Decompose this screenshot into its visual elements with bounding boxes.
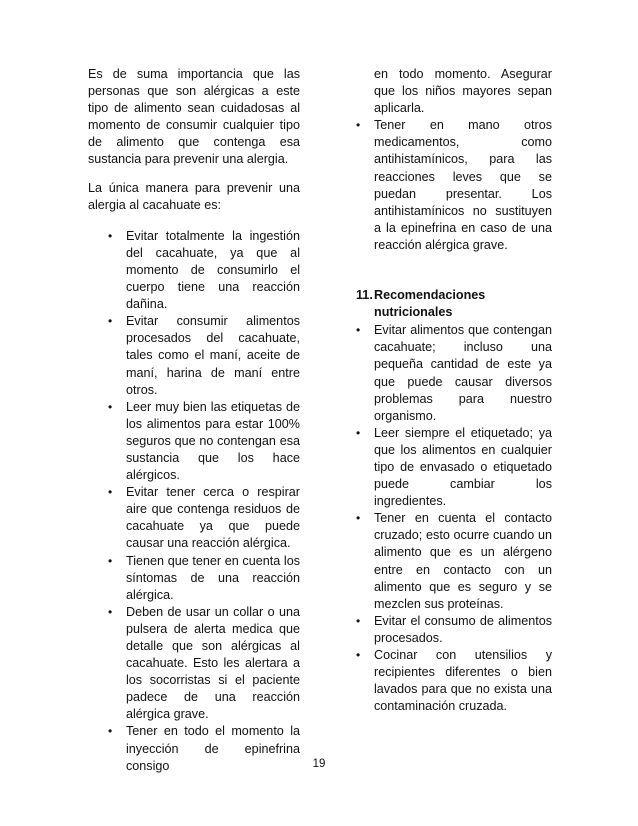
medication-list: [356, 117, 552, 254]
prevention-lead-paragraph: La única manera para prevenir una alergia al cacahuate es:: [88, 180, 300, 212]
bullet-icon: •: [108, 228, 113, 243]
list-item: • Evitar consumir alimentos procesados del cacahuate, tales como el maní, aceite de maní, harina de maní entre otros.: [108, 314, 300, 397]
bullet-icon: •: [356, 511, 361, 526]
list-item: • Evitar el consumo de alimentos procesados.: [356, 613, 552, 645]
bullet-icon: •: [108, 724, 113, 739]
list-item: • Tener en mano otros medicamentos, como antihistamínicos, para las reacciones leves que se puedan presentar. Los antihistamínicos no sustituyen a la epinefrina en caso de una reacción alérgica grave.: [356, 118, 552, 252]
list-item: • Tener en cuenta el contacto cruzado; esto ocurre cuando un alimento que es un alérgeno entre en contacto con un alimento que es seguro y se mezclen sus proteínas.: [356, 511, 552, 611]
list-item: • Evitar alimentos que contengan cacahuate; incluso una pequeña cantidad de este ya que puede causar diversos problemas para nuestro organismo.: [356, 323, 552, 423]
bullet-icon: •: [108, 399, 113, 414]
bullet-icon: •: [356, 323, 361, 338]
list-item: • Tener en todo el momento la inyección de epinefrina consigo: [108, 724, 300, 773]
bullet-icon: •: [108, 553, 113, 568]
bullet-icon: •: [108, 314, 113, 329]
section-title: Recomendaciones nutricionales: [374, 288, 486, 320]
section-heading: [356, 287, 552, 321]
bullet-icon: •: [108, 604, 113, 619]
left-column: [88, 66, 300, 775]
list-item: • Evitar tener cerca o respirar aire que contenga residuos de cacahuate ya que puede causar una reacción alérgica.: [108, 485, 300, 551]
bullet-icon: •: [356, 425, 361, 440]
bullet-icon: •: [356, 613, 361, 628]
prevention-list: [108, 228, 300, 775]
list-item: • Tienen que tener en cuenta los síntomas de una reacción alérgica.: [108, 553, 300, 602]
nutrition-recommendations-list: [356, 322, 552, 715]
list-item: • Leer siempre el etiquetado; ya que los alimentos en cualquier tipo de envasado o etiquetado puede cambiar los ingredientes.: [356, 425, 552, 509]
list-item: • Evitar totalmente la ingestión del cacahuate, ya que al momento de consumirlo el cuerpo tiene una reacción dañina.: [108, 228, 300, 312]
bullet-icon: •: [356, 118, 361, 133]
list-item: • Cocinar con utensilios y recipientes diferentes o bien lavados para que no exista una contaminación cruzada.: [356, 648, 552, 714]
list-item: • Leer muy bien las etiquetas de los alimentos para estar 100% seguros que no contengan esa sustancia que los hace alérgicos.: [108, 399, 300, 483]
right-column: [356, 66, 552, 715]
bullet-icon: •: [356, 648, 361, 662]
list-item: • Deben de usar un collar o una pulsera de alerta medica que detalle que son alérgicas al cacahuate. Esto les alertara a los socorristas si el paciente padece de una reacción alérgica grave.: [108, 604, 300, 722]
intro-paragraph: Es de suma importancia que las personas que son alérgicas a este tipo de alimento sean cuidadosas al momento de consumir cualquier tipo de alimento que contenga esa sustancia para prevenir una alergia.: [88, 67, 300, 167]
page-number: 19: [312, 758, 326, 770]
section-number: 11.: [356, 288, 373, 303]
bullet-icon: •: [108, 485, 113, 500]
continued-list-text: en todo momento. Asegurar que los niños mayores sepan aplicarla.: [374, 67, 552, 116]
